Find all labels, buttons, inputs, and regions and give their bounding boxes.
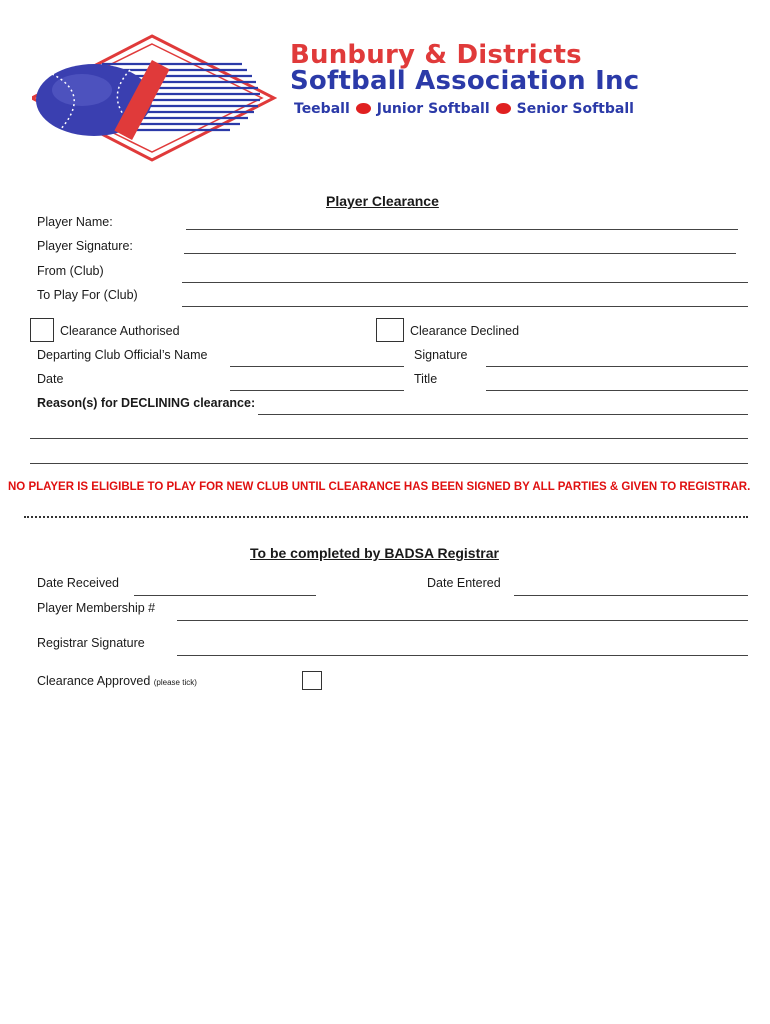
departing-official-label: Departing Club Official’s Name bbox=[37, 348, 208, 362]
registrar-heading: To be completed by BADSA Registrar bbox=[250, 545, 499, 561]
clearance-approved-text: Clearance Approved bbox=[37, 674, 151, 688]
player-signature-field[interactable] bbox=[184, 253, 736, 254]
official-signature-field[interactable] bbox=[486, 366, 748, 367]
official-title-field[interactable] bbox=[486, 390, 748, 391]
red-dot-icon bbox=[356, 103, 371, 114]
clearance-authorised-label: Clearance Authorised bbox=[60, 324, 180, 338]
logo bbox=[32, 34, 277, 162]
tag-teeball: Teeball bbox=[294, 101, 350, 117]
reasons-field-1[interactable] bbox=[258, 414, 748, 415]
membership-field[interactable] bbox=[177, 620, 748, 621]
date-field[interactable] bbox=[230, 390, 404, 391]
membership-label: Player Membership # bbox=[37, 601, 156, 615]
red-dot-icon bbox=[496, 103, 511, 114]
form-title: Player Clearance bbox=[326, 193, 439, 209]
title-label: Title bbox=[414, 372, 438, 386]
clearance-declined-label: Clearance Declined bbox=[410, 324, 520, 338]
please-tick-note: (please tick) bbox=[153, 678, 197, 687]
tag-junior: Junior Softball bbox=[376, 101, 490, 117]
org-tagline bbox=[294, 101, 634, 117]
player-signature-label: Player Signature: bbox=[37, 239, 133, 253]
from-club-field[interactable] bbox=[182, 282, 748, 283]
clearance-declined-checkbox[interactable] bbox=[376, 318, 404, 342]
departing-official-field[interactable] bbox=[230, 366, 404, 367]
player-name-label: Player Name: bbox=[37, 215, 113, 229]
date-entered-field[interactable] bbox=[514, 595, 748, 596]
clearance-approved-checkbox[interactable] bbox=[302, 671, 322, 690]
eligibility-warning: NO PLAYER IS ELIGIBLE TO PLAY FOR NEW CLUB UNTIL CLEARANCE HAS BEEN SIGNED BY ALL PARTIES & GIVEN TO REGISTRAR. bbox=[8, 481, 751, 493]
registrar-signature-field[interactable] bbox=[177, 655, 748, 656]
reasons-label: Reason(s) for DECLINING clearance: bbox=[37, 396, 256, 410]
date-received-label: Date Received bbox=[37, 576, 119, 590]
org-name-line2: Softball Association Inc bbox=[290, 66, 640, 96]
softball-logo-icon bbox=[32, 34, 277, 162]
player-name-field[interactable] bbox=[186, 229, 738, 230]
tag-senior: Senior Softball bbox=[516, 101, 634, 117]
to-club-field[interactable] bbox=[182, 306, 748, 307]
from-club-label: From (Club) bbox=[37, 264, 104, 278]
section-divider bbox=[24, 516, 748, 518]
to-club-label: To Play For (Club) bbox=[37, 288, 138, 302]
clearance-approved-label bbox=[37, 674, 197, 688]
registrar-signature-label: Registrar Signature bbox=[37, 636, 145, 650]
reasons-field-2[interactable] bbox=[30, 438, 748, 439]
date-received-field[interactable] bbox=[134, 595, 316, 596]
signature-label: Signature bbox=[414, 348, 468, 362]
clearance-authorised-checkbox[interactable] bbox=[30, 318, 54, 342]
reasons-field-3[interactable] bbox=[30, 463, 748, 464]
date-label: Date bbox=[37, 372, 64, 386]
date-entered-label: Date Entered bbox=[427, 576, 501, 590]
org-name-line1: Bunbury & Districts bbox=[290, 40, 582, 70]
